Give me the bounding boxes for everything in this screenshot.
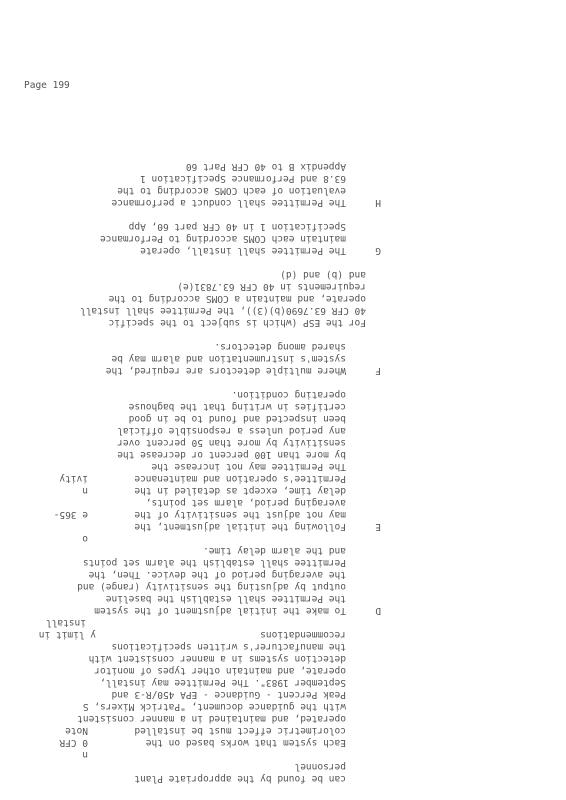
body-line: 63.8 and Performance Specification 1 <box>140 173 346 184</box>
margin-note: ivity <box>59 473 88 484</box>
body-line: been inspected and found to be in good <box>128 413 346 424</box>
item-letter: G <box>375 245 381 256</box>
body-line: The Permittee shall install, operate <box>140 245 346 256</box>
body-line: operate, and maintain other types of monitor <box>94 665 346 676</box>
page-number-label: Page 199 <box>24 80 70 91</box>
body-line: operated, and maintained in a manner consistent <box>77 713 346 724</box>
body-line: certifies in writing that the baghouse <box>128 401 346 412</box>
body-line: operating condition. <box>231 389 346 400</box>
body-line: may not adjust the sensitivity of the <box>134 509 346 520</box>
body-line: operate, and maintain a COMS according to the <box>108 293 366 304</box>
body-line: can be found by the appropriate Plant <box>134 773 346 784</box>
body-line: by more than 100 percent or decrease the <box>117 449 346 460</box>
body-line: the manufacturer's written specifications <box>111 641 346 652</box>
margin-note: Note <box>65 725 88 736</box>
body-line: maintain each COMS according to Performance <box>100 233 346 244</box>
body-line: any period unless a responsible official <box>117 425 346 436</box>
body-line: Peak Percent - Guidance - EPA 450/R-3 and <box>111 689 346 700</box>
body-line: For the ESP (which is subject to the specific <box>108 317 366 328</box>
item-letter: E <box>375 521 381 532</box>
body-line: and the alarm delay time. <box>203 545 346 556</box>
body-line: sensitivity by more than 50 percent over <box>117 437 346 448</box>
body-line: Where multiple detectors are required, the <box>105 365 346 376</box>
body-line: September 1983". The Permittee may install, <box>100 677 346 688</box>
body-line: delay time, except as detailed in the <box>134 485 346 496</box>
body-line: and (b) and (d) <box>280 269 366 280</box>
margin-note: e 365- <box>53 509 88 520</box>
body-line: To make the initial adjustment of the system <box>94 605 346 616</box>
body-line: Following the initial adjustment, the <box>134 521 346 532</box>
body-line: 40 CFR 63.7690(b)(3)), the Permittee shall install <box>80 305 366 316</box>
margin-note: n <box>82 749 88 760</box>
body-line: the averaging period of the device. Then, the <box>88 569 346 580</box>
body-line: detection systems in a manner consistent with <box>88 653 346 664</box>
item-letter: D <box>375 605 381 616</box>
body-line: colorimetric effect must be installed <box>134 725 346 736</box>
body-line: the Permittee shall establish the baseline <box>105 593 346 604</box>
margin-note: o <box>82 533 88 544</box>
margin-note: install <box>45 617 86 628</box>
body-line: Specification 1 in 40 CFR part 60, App <box>128 221 346 232</box>
body-line: system's instrumentation and alarm may be <box>111 353 346 364</box>
body-line: shared among detectors. <box>214 341 346 352</box>
body-line: Appendix B to 40 CFR Part 60 <box>185 161 346 172</box>
body-line: requirements in 40 CFR 63.7831(e) <box>177 281 366 292</box>
body-line: personnel <box>294 761 346 772</box>
body-line: recommendations <box>260 629 346 640</box>
body-line: Permittee's operation and maintenance <box>134 473 346 484</box>
margin-note: n <box>82 485 88 496</box>
body-line: output by adjusting the sensitivity (range) and <box>77 581 346 592</box>
margin-note: y limit in <box>38 629 96 640</box>
margin-note: 0 CFR <box>59 737 88 748</box>
body-line: with the guidance document, "Patrick Mixers, S <box>82 701 346 712</box>
body-line: averaging period, alarm set points, <box>145 497 346 508</box>
body-line: Permittee shall establish the alarm set points <box>82 557 346 568</box>
item-letter: H <box>375 197 381 208</box>
body-line: evaluation of each COMS according to the <box>117 185 346 196</box>
body-line: The Permittee may not increase the <box>151 461 346 472</box>
item-letter: F <box>375 365 381 376</box>
body-line: The Permittee shall conduct a performance <box>111 197 346 208</box>
body-line: Each system that works based on the <box>145 737 346 748</box>
